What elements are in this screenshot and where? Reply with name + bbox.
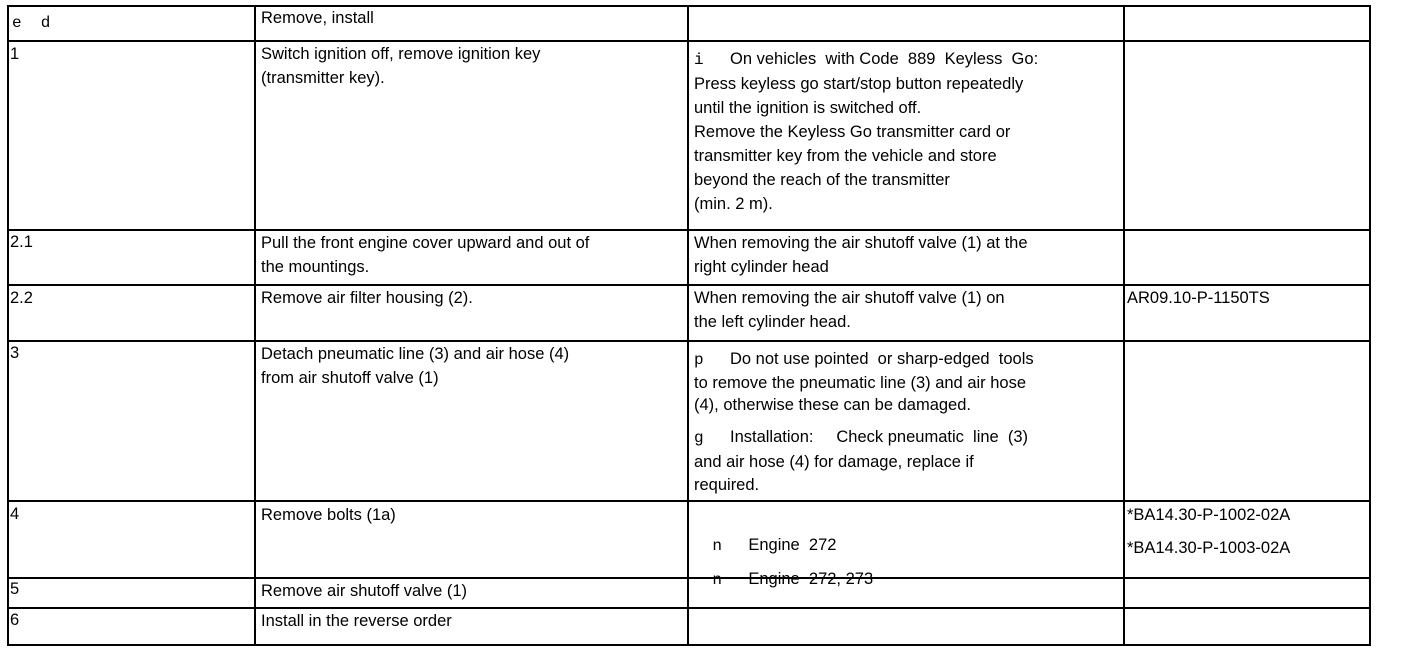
action-text <box>261 609 452 633</box>
table-border-top <box>7 5 1371 7</box>
action-line: (transmitter key). <box>261 69 385 87</box>
note-line: the left cylinder head. <box>694 313 851 331</box>
installation-icon: g <box>694 429 704 447</box>
note-engine <box>694 543 873 616</box>
note-line: beyond the reach of the transmitter <box>694 171 950 189</box>
note-line: When removing the air shutoff valve (1) on <box>694 289 1005 307</box>
table-border-left <box>7 5 9 646</box>
action-text <box>261 503 396 527</box>
action-line: Detach pneumatic line (3) and air hose (4) <box>261 345 570 363</box>
action-text <box>261 42 540 90</box>
action-line: Remove air shutoff valve (1) <box>261 582 468 600</box>
note-line: transmitter key from the vehicle and store <box>694 147 997 165</box>
note-text <box>694 231 1028 279</box>
bullet-icon: n <box>712 571 722 589</box>
action-line: Remove bolts (1a) <box>261 506 396 524</box>
note-line: When removing the air shutoff valve (1) at the <box>694 234 1028 252</box>
header-cell-step: e d <box>12 14 51 32</box>
note-line-text: On vehicles with Code 889 Keyless Go: <box>730 50 1039 68</box>
note-line: right cylinder head <box>694 258 829 276</box>
note-line-text: Do not use pointed or sharp-edged tools <box>730 350 1034 368</box>
action-text <box>261 231 589 279</box>
row-divider <box>7 500 1371 502</box>
column-divider-1 <box>254 5 256 646</box>
note-info <box>694 47 1038 216</box>
action-line: the mountings. <box>261 258 370 276</box>
note-line <box>694 47 1038 72</box>
step-number: 2.1 <box>10 233 33 251</box>
row-divider <box>7 577 1371 579</box>
note-line: to remove the pneumatic line (3) and air hose <box>694 373 1027 392</box>
note-line: required. <box>694 476 760 494</box>
row-divider <box>7 607 1371 609</box>
row-divider <box>7 229 1371 231</box>
note-line: and air hose (4) for damage, replace if <box>694 452 974 471</box>
reference-link[interactable]: *BA14.30-P-1003-02A <box>1127 539 1291 557</box>
action-line: Pull the front engine cover upward and out of <box>261 234 590 252</box>
reference-link[interactable]: *BA14.30-P-1002-02A <box>1127 506 1291 524</box>
note-line-text: Installation: Check pneumatic line (3) <box>730 428 1029 446</box>
action-text <box>261 342 569 390</box>
step-number: 2.2 <box>10 289 33 307</box>
note-line: Press keyless go start/stop button repeatedly <box>694 75 1024 93</box>
bullet-icon: n <box>712 537 722 555</box>
note-text <box>694 286 1005 334</box>
caution-icon: p <box>694 351 704 369</box>
note-line: until the ignition is switched off. <box>694 99 922 117</box>
action-line: Remove air filter housing (2). <box>261 289 473 307</box>
table-border-right <box>1369 5 1371 646</box>
table-border-bottom <box>7 644 1371 646</box>
step-number: 5 <box>10 580 20 598</box>
note-warning <box>694 348 1034 417</box>
step-number: 6 <box>10 611 20 629</box>
action-line: Install in the reverse order <box>261 612 452 630</box>
note-line <box>694 426 1028 451</box>
row-divider <box>7 340 1371 342</box>
note-line: (min. 2 m). <box>694 195 773 213</box>
row-divider <box>7 40 1371 42</box>
step-number: 4 <box>10 505 20 523</box>
column-divider-3 <box>1123 5 1125 646</box>
column-divider-2 <box>687 5 689 646</box>
note-line: Remove the Keyless Go transmitter card or <box>694 123 1011 141</box>
engine-label: Engine 272 <box>748 536 837 554</box>
step-number: 3 <box>10 344 20 362</box>
step-number: 1 <box>10 45 20 63</box>
note-installation <box>694 426 1028 498</box>
info-icon: i <box>694 51 704 69</box>
header-cell-title: Remove, install <box>261 9 374 27</box>
engine-label: Engine 272, 273 <box>748 570 874 588</box>
note-line <box>694 348 1034 372</box>
action-text <box>261 286 473 310</box>
action-text <box>261 579 467 603</box>
action-line: from air shutoff valve (1) <box>261 369 439 387</box>
reference-link[interactable]: AR09.10-P-1150TS <box>1127 289 1270 307</box>
action-line: Switch ignition off, remove ignition key <box>261 45 541 63</box>
note-line: (4), otherwise these can be damaged. <box>694 396 971 414</box>
